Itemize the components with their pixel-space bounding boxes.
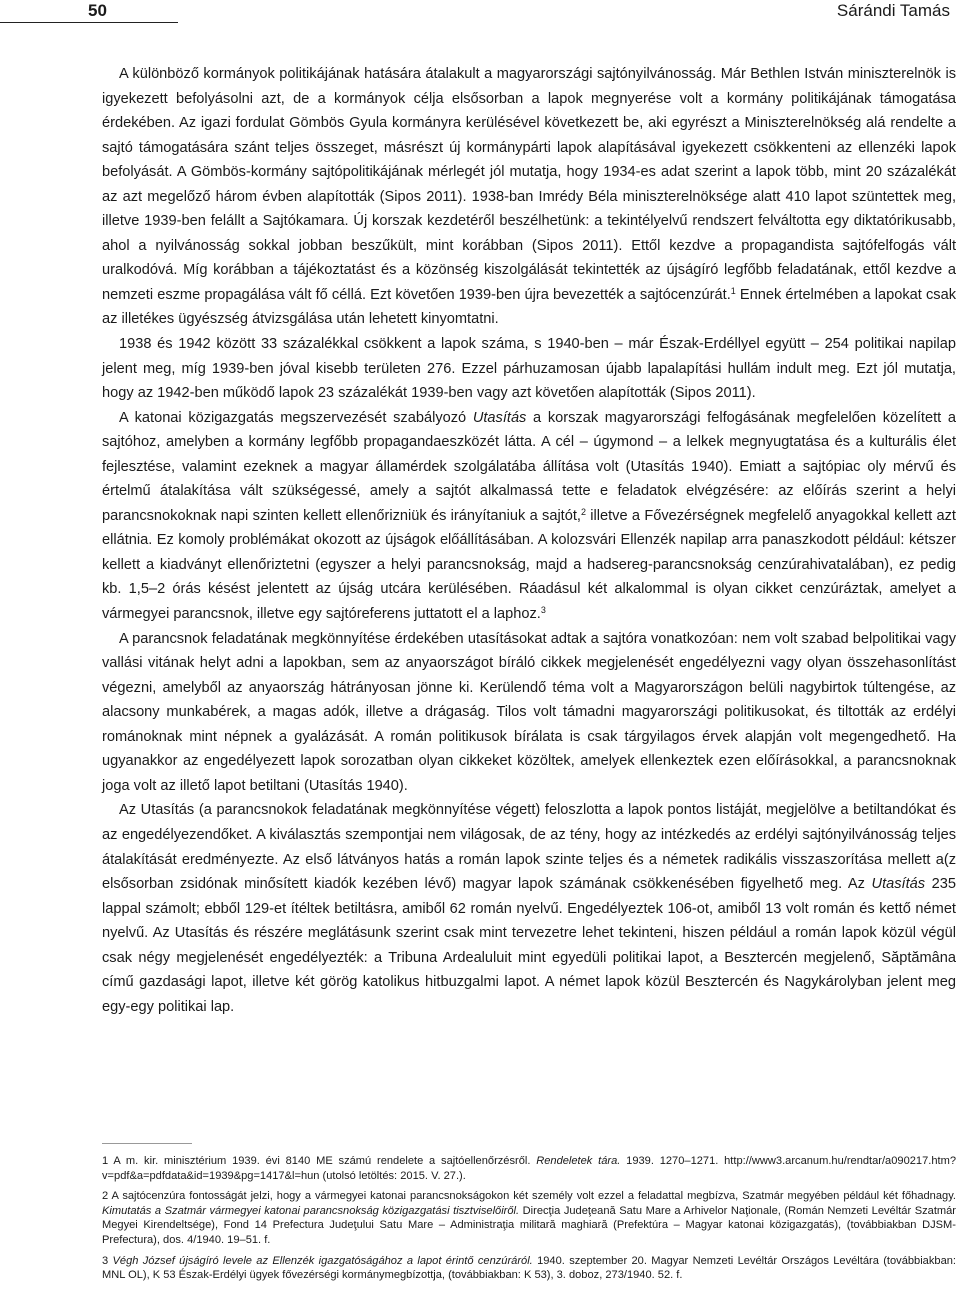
footnotes: [102, 1154, 956, 1289]
body-paragraph: [102, 332, 956, 406]
text-run: A különböző kormányok politikájának hatására átalakult a magyarországi sajtónyilvánosság. Már Bethlen István miniszterelnök is igyekezett befolyásolni azt, de a kormányok célja elsősorban a lapok megnyerése volt a kormány politikájának támogatása érdekében. Az igazi fordulat Gömbös Gyula kormányra kerülésével következett be, aki egyrészt a Miniszterelnökség alá rendelte a sajtó támogatására szánt teljes összeget, másrészt új kormánypárti lapok alapításával igyekezett csökkenteni az ellenzéki lapok befolyását. A Gömbös-kormány sajtópolitikájának mérlegét jól mutatja, hogy 1934-es adat szerint a lapok több, mint 20 százalékát az azt megelőző három évben alapították (Sipos 2011). 1938-ban Imrédy Béla miniszterelnöksége alatt 410 lapot szüntettek meg, illetve 1939-ben felállt a Sajtókamara. Új korszak kezdetéről beszélhetünk: a tekintélyelvű rendszert felváltotta egy diktatórikusabb, ahol a nyilvánosság sokkal jobban beszűkült, mint korábban (Sipos 2011). Ettől kezdve a propagandista sajtófelfogás vált uralkodóvá. Míg korábban a tájékoztatást és a közönség kiszolgálását tekintették az újságíró legfőbb feladatának, ettől kezdve a nemzeti eszme propagálása vált fő céllá. Ezt követően 1939-ben újra bevezették a sajtócenzúrát.: [102, 66, 956, 303]
body-paragraph: [102, 406, 956, 627]
body-paragraph: [102, 62, 956, 332]
footnote-reference: 3: [540, 605, 546, 616]
text-run: 1 A m. kir. minisztérium 1939. évi 8140 ME számú rendelete a sajtóellenőrzésről.: [102, 1155, 537, 1167]
text-run: Ennek értelmében a lapokat csak az illetékes ügyészség átvizsgálása után lehetett kinyomtatni.: [102, 286, 956, 328]
italic-title: Utasítás: [472, 409, 527, 426]
page-number: 50: [88, 1, 107, 20]
footnote-reference: 1: [730, 285, 736, 296]
text-run: 2 A sajtócenzúra fontosságát jelzi, hogy a vármegyei katonai parancsnokságokon két személy volt ezzel a feladattal megbízva, Szatmár megyében például két főhadnagy.: [102, 1190, 956, 1203]
footnote-divider: [102, 1143, 192, 1144]
text-run: 3: [102, 1254, 113, 1267]
main-text: [102, 62, 956, 1019]
footnote-reference: 2: [580, 506, 586, 517]
italic-title: Kimutatás a Szatmár vármegyei katonai parancsnokság közigazgatási tisztviselőiről.: [102, 1204, 520, 1217]
text-run: 235 lappal számolt; ebből 129-et ítéltek betiltásra, amiből 62 román nyelvű. Engedélyeztek 106-ot, amiből 13 volt román és kettő német nyelvű. Az Utasítás és részére meglátásunk szerint csak mint tervezetre lehet tekinteni, hiszen például a román lapok közül végül csak négy megjelenését engedélyezték: a Tribuna Ardealuluit mint egyedüli politikai lapot, a Besztercén megjelenő, Săptămâna című gazdasági lapot, illetve két görög katolikus hitbuzgalmi lapot. A német lapok közül Besztercén és Nagykárolyban jelent meg egy-egy politikai lap.: [102, 876, 957, 1015]
body-paragraph: [102, 627, 956, 799]
footnote: [102, 1254, 956, 1283]
footnote: [102, 1189, 956, 1247]
italic-title: Végh József újságíró levele az Ellenzék igazgatóságához a lapot érintő cenzúráról.: [112, 1254, 533, 1267]
header-rule: [0, 22, 178, 23]
text-run: illetve a Fővezérségnek megfelelő anyagokkal kellett azt ellátnia. Ez komoly problémákat okozott az újságok előállításában. A kolozsvári Ellenzék napilap arra panaszkodott például: kétszer kellett a kiadványt ellenőriztetni (egyszer a helyi parancsnokság, majd a hadsereg-parancsnokság cenzúrahivatalában), ez pedig kb. 1,5–2 órás késést jelentett az újság utcára kerülésében. Ráadásul két alkalommal is olyan cikket cenzúráztak, amelyet a vármegyei parancsnok, illetve egy sajtóreferens juttatott el a laphoz.: [102, 507, 956, 623]
text-run: Az Utasítás (a parancsnokok feladatának megkönnyítése végett) feloszlotta a lapok pontos listáját, megjelölve a betiltandókat és az engedélyezendőket. A kiválasztás szempontjai nem világosak, de az tény, hogy az intézkedés az erdélyi sajtónyilvánosság teljes átalakítását eredményezte. Az első látványos hatás a román lapok szinte teljes és a németek radikális visszaszorítása mellett a(z elsősorban zsidónak minősített kiadók kezében lévő) magyar lapok számának csökkenésében figyelhető meg. Az: [102, 802, 956, 893]
text-run: 1938 és 1942 között 33 százalékkal csökkent a lapok száma, s 1940-ben – már Észak-Erdéllyel együtt – 254 politikai napilap jelent meg, míg 1939-ben jóval kisebb területen 276. Ezzel párhuzamosan újabb lapalapítási hullám indult meg. Ezt jól mutatja, hogy az 1942-ben működő lapok 23 százalékát 1939-ben vagy azt követően alapították (Sipos 2011).: [102, 336, 956, 402]
text-run: 1940. szeptember 20. Magyar Nemzeti Levéltár Országos Levéltára (továbbiakban: MNL OL), K 53 Észak-Erdélyi ügyek fővezérségi kormánymegbízottja, (továbbiakban: K 53), 3. doboz, 273/1940. 52. f.: [102, 1254, 956, 1282]
body-paragraph: [102, 798, 956, 1019]
running-head-author: Sárándi Tamás: [836, 1, 950, 20]
italic-title: Utasítás: [871, 876, 926, 893]
text-run: Direcţia Judeţeană Satu Mare a Arhivelor Naţionale, (Román Nemzeti Levéltár Szatmár Megyei Kirendeltsége), Fond 14 Prefectura Judeţului Satu Mare – Administraţia militară maghiară (Prefektúra – Magyar katonai közigazgatás), (továbbiakban DJSM-Prefectura), dos. 4/1940. 19–51. f.: [102, 1204, 957, 1246]
text-run: a korszak magyarországi felfogásának megfelelően közelített a sajtóhoz, amelyben a kormány legfőbb propagandaeszközét látta. A cél – úgymond – a lelkek megnyugtatása és a kulturális élet fejlesztése, valamint ezeknek a magyar államérdek szolgálatába állítása volt (Utasítás 1940). Emiatt a sajtópiac oly mérvű és értelmű átalakítása vált szükségessé, amely a sajtót alkalmassá tette e feladatok elvégzésére: az előírás szerint a helyi parancsnokoknak napi szinten kellett ellenőrizniük és irányítaniuk a sajtót,: [102, 409, 956, 524]
italic-title: Rendeletek tára.: [536, 1155, 621, 1167]
page-header: [0, 0, 960, 30]
footnote: [102, 1154, 956, 1183]
text-run: 1939. 1270–1271. http://www3.arcanum.hu/rendtar/a090217.htm?v=pdf&a=pdfdata&id=1939&pg=1417&l=hun (utolsó letöltés: 2015. V. 27.).: [102, 1155, 956, 1182]
text-run: A katonai közigazgatás megszervezését szabályozó: [119, 409, 473, 426]
text-run: A parancsnok feladatának megkönnyítése érdekében utasításokat adtak a sajtóra vonatkozóan: nem volt szabad belpolitikai vagy vallási vitának helyt adni a lapokban, sem az anyaországot bíráló cikkek megjelenését engedélyezni vagy olyan összehasonlítást végezni, amelyből az anyaország hátrányosan jönne ki. Kerülendő téma volt a Magyarországon belüli nagybirtok túltengése, az alacsony munkabérek, a magas adók, illetve a drágaság. Tilos volt támadni magyarországi politikusokat, és tiltották az erdélyi románoknak mint népnek a gyalázását. A román politikusok bírálata is csak tárgyilagos érvek alapján volt megengedhető. Ha ugyanakkor az engedélyezett lapok sorozatban olyan cikkeket közöltek, amelyek ellenkeztek ezen előírásokkal, a parancsnoknak joga volt az illető lapot betiltani (Utasítás 1940).: [102, 630, 956, 794]
